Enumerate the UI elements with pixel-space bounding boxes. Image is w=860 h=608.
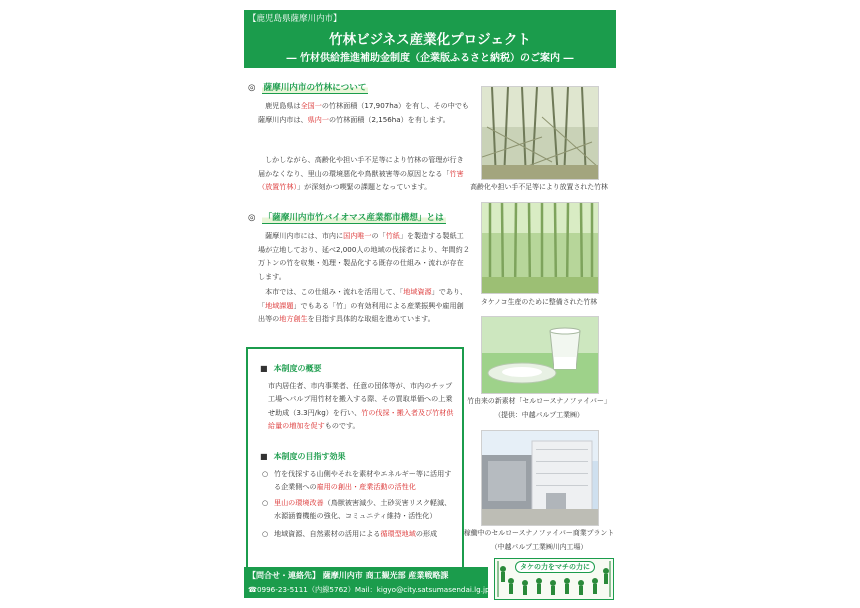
- page-title: 竹林ビジネス産業化プロジェクト: [329, 32, 531, 48]
- goal-item: ○ 里山の環境改善（鳥獣被害減少、土砂災害リスク軽減、水源涵養機能の強化、コミュニティ維持・活性化）: [262, 498, 452, 521]
- section-heading-bamboo-forest: ◎ 薩摩川内市の竹林について: [248, 83, 367, 93]
- bullet-circle-icon: ○: [262, 498, 269, 507]
- photo-neglected-bamboo: [481, 86, 599, 180]
- bullet-circle-icon: ○: [262, 469, 269, 478]
- photo-caption-credit: （中越パルプ工業㈱川内工場）: [490, 543, 588, 551]
- photo-caption-credit: （提供：中越パルプ工業㈱）: [494, 411, 584, 419]
- square-mark-icon: ■: [260, 452, 268, 461]
- photo-caption: 高齢化や担い手不足等により放置された竹林: [470, 183, 608, 191]
- page-subtitle: ― 竹材供給推進補助金制度（企業版ふるさと納税）のご案内 ―: [286, 53, 574, 64]
- section2-paragraph-1: 薩摩川内市には、市内に国内唯一の「竹紙」を製造する製紙工場が立地しており、延べ2,000人の地域の伐採者により、年間約２万トンの竹を収集・処理・製品化する既存の仕組み・流れが存在します。: [258, 231, 470, 281]
- contact-label: 【問合せ・連絡先】 薩摩川内市 商工観光部 産業戦略課: [248, 571, 449, 580]
- slogan-banner: [494, 558, 614, 600]
- goal-item: ○ 地域資源、自然素材の活用による循環型地域の形成: [262, 527, 458, 540]
- goals-heading: ■ 本制度の目指す効果: [260, 452, 346, 461]
- section1-paragraph-2: しかしながら、高齢化や担い手不足等により竹林の管理が行き届かなくなり、里山の環境悪化や鳥獣被害等の原因となる「竹害（放置竹林）」が深刻かつ喫緊の課題となっています。: [258, 155, 464, 192]
- photo-caption: タケノコ生産のために整備された竹林: [480, 298, 598, 306]
- slogan-text: タケの力をマチの力に: [515, 561, 595, 573]
- program-summary-box: [246, 347, 464, 569]
- square-mark-icon: ■: [260, 364, 268, 373]
- photo-maintained-bamboo: [481, 202, 599, 294]
- photo-cellulose-nanofiber: [481, 316, 599, 394]
- overview-heading: ■ 本制度の概要: [260, 364, 322, 373]
- bullet-circle-icon: ○: [262, 529, 269, 538]
- photo-commercial-plant: [481, 430, 599, 526]
- header-banner: [244, 10, 616, 68]
- photo-caption: 竹由来の新素材「セルロースナノファイバー」: [467, 397, 611, 405]
- section-heading-biomass-plan: ◎ 「薩摩川内市竹バイオマス産業都市構想」とは: [248, 213, 444, 223]
- goal-item: ○ 竹を伐採する山側やそれを素材やエネルギー等に活用する企業側への雇用の創出・産業活動の活性化: [262, 469, 452, 492]
- circle-mark-icon: ◎: [248, 213, 256, 223]
- section1-paragraph-1: 鹿児島県は全国一の竹林面積（17,907ha）を有し、その中でも薩摩川内市は、県内一の竹林面積（2,156ha）を有します。: [258, 101, 470, 124]
- photo-caption: 稼働中のセルロースナノファイバー商業プラント: [463, 529, 615, 537]
- region-label: 【鹿児島県薩摩川内市】: [248, 14, 342, 24]
- overview-text: 市内居住者、市内事業者、任意の団体等が、市内のチップ工場へパルプ用竹材を搬入する際、その買取単価への上乗せ助成（3.3円/kg）を行い、竹の伐採・搬入者及び竹材供給量の増加を促すものです。: [268, 381, 454, 431]
- circle-mark-icon: ◎: [248, 83, 256, 93]
- contact-info: ☎0996-23-5111（内線5762）Mail：kigyo@city.satsumasendai.lg.jp: [248, 585, 490, 594]
- section2-paragraph-2: 本市では、この仕組み・流れを活用して、「地域資源」であり、「地域課題」でもある「竹」の有効利用による産業振興や雇用創出等の地方創生を目指す具体的な取組を進めています。: [258, 287, 468, 324]
- flyer-page: [244, 10, 616, 598]
- contact-footer: [244, 567, 488, 598]
